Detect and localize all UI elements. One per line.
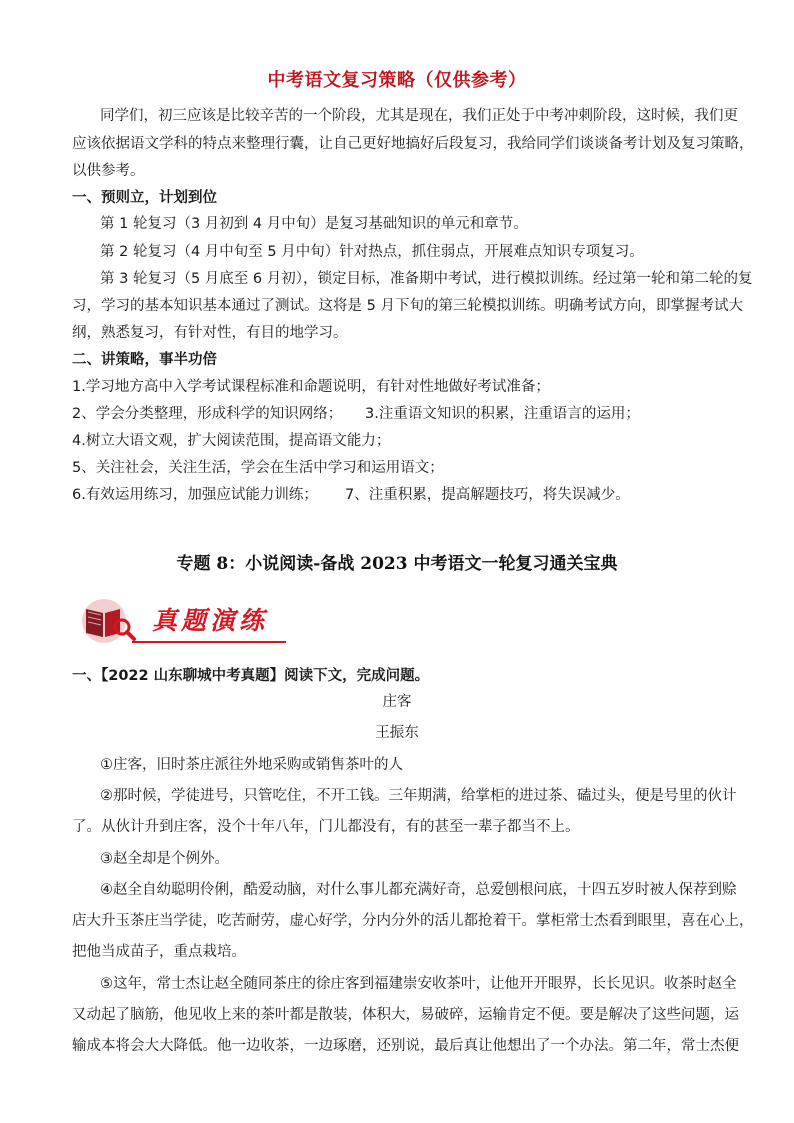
round-1: 第 1 轮复习（3 月初到 4 月中旬）是复习基础知识的单元和章节。 (100, 216, 528, 232)
question-instruction: 阅读下文，完成问题。 (284, 668, 430, 684)
question-source: 【2022 山东聊城中考真题】 (101, 668, 285, 684)
story-paragraph-2-line-1: ②那时候，学徒进号，只管吃住，不开工钱。三年期满，给掌柜的进过茶、磕过头，便是号里的伙计 (100, 788, 737, 804)
story-title: 庄客 (382, 694, 412, 710)
strategy-heading-1: 一、预则立，计划到位 (72, 190, 217, 206)
story-paragraph-2-line-2: 了。从伙计升到庄客，没个十年八年，门儿都没有，有的甚至一辈子都当不上。 (72, 819, 580, 835)
intro-line-1: 同学们，初三应该是比较辛苦的一个阶段，尤其是现在，我们正处于中考冲刺阶段，这时候，我们更 (100, 108, 738, 124)
story-paragraph-5-line-1: ⑤这年，常士杰让赵全随同茶庄的徐庄客到福建崇安收茶叶，让他开开眼界，长长见识。收茶时赵全 (100, 976, 737, 992)
story-paragraph-5-line-2: 又动起了脑筋，他见收上来的茶叶都是散装，体积大，易破碎，运输肯定不便。要是解决了这些问题，运 (72, 1007, 739, 1023)
tip-3: 3.注重语文知识的积累，注重语言的运用； (365, 406, 640, 422)
tip-5: 5、关注社会，关注生活，学会在生活中学习和运用语文； (72, 460, 444, 476)
intro-line-3: 以供参考。 (72, 163, 145, 179)
section-badge (76, 597, 288, 647)
strategy-heading-2: 二、讲策略，事半功倍 (72, 352, 217, 368)
round-3-line-3: 纲，熟悉复习，有针对性，有目的地学习。 (72, 325, 348, 341)
round-2: 第 2 轮复习（4 月中旬至 5 月中旬）针对热点，抓住弱点，开展难点知识专项复习。 (100, 244, 644, 260)
strategy-title: 中考语文复习策略（仅供参考） (267, 70, 527, 91)
story-author: 王振东 (375, 725, 419, 741)
tip-2: 2、学会分类整理，形成科学的知识网络； (72, 406, 343, 422)
badge-text: 真题演练 (152, 606, 269, 635)
tip-1: 1.学习地方高中入学考试课程标准和命题说明，有针对性地做好考试准备； (72, 379, 550, 395)
round-3-line-2: 习，学习的基本知识基本通过了测试。这将是 5 月下旬的第三轮模拟训练。明确考试方向，即掌握考试大 (72, 298, 743, 314)
question-prompt (72, 666, 429, 686)
tip-6: 6.有效运用练习，加强应试能力训练； (72, 487, 318, 503)
story-paragraph-5-line-3: 输成本将会大大降低。他一边收茶，一边琢磨，还别说，最后真让他想出了一个办法。第二年，常士杰便 (72, 1038, 739, 1054)
tip-4: 4.树立大语文观，扩大阅读范围，提高语文能力； (72, 433, 391, 449)
intro-line-2: 应该依据语文学科的特点来整理行囊，让自己更好地搞好后段复习，我给同学们谈谈备考计划及复习策略， (72, 136, 754, 152)
round-3-line-1: 第 3 轮复习（5 月底至 6 月初），锁定目标，准备期中考试，进行模拟训练。经过第一轮和第二轮的复 (100, 271, 753, 287)
story-paragraph-4-line-1: ④赵全自幼聪明伶俐，酷爱动脑，对什么事儿都充满好奇，总爱刨根问底，十四五岁时被人保荐到赊 (100, 882, 737, 898)
question-prefix: 一、 (72, 668, 101, 684)
story-paragraph-1: ①庄客，旧时茶庄派往外地采购或销售茶叶的人 (100, 757, 403, 773)
topic-title: 专题 8：小说阅读-备战 2023 中考语文一轮复习通关宝典 (176, 554, 618, 574)
story-paragraph-3: ③赵全却是个例外。 (100, 851, 229, 867)
story-paragraph-4-line-3: 把他当成苗子，重点栽培。 (72, 944, 246, 960)
tip-7: 7、注重积累，提高解题技巧，将失误减少。 (345, 487, 630, 503)
story-paragraph-4-line-2: 店大升玉茶庄当学徒，吃苦耐劳，虚心好学，分内分外的活儿都抢着干。掌柜常士杰看到眼里，喜在心上， (72, 913, 754, 929)
